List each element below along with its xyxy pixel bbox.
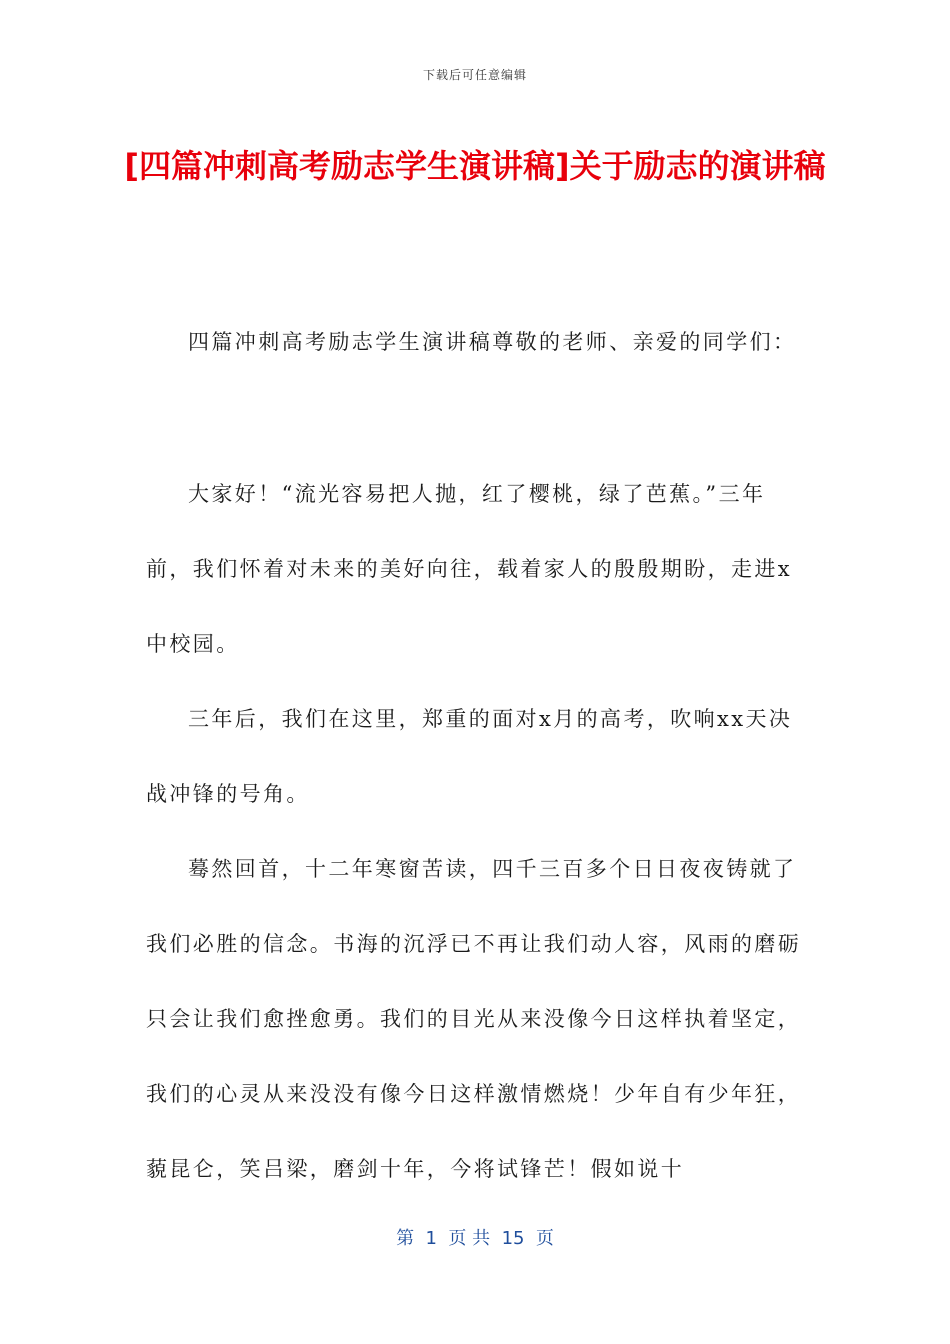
page-footer: 第 1 页 共 15 页: [396, 1228, 554, 1249]
greeting-block: [146, 305, 806, 380]
greeting-paragraph: 四篇冲刺高考励志学生演讲稿尊敬的老师、亲爱的同学们：: [188, 330, 797, 354]
body-block: [146, 457, 806, 1207]
paragraph-2: 三年后，我们在这里，郑重的面对x月的高考，吹响xx天决战冲锋的号角。: [146, 707, 793, 806]
paragraph-1: 大家好！“流光容易把人抛，红了樱桃，绿了芭蕉。”三年前，我们怀着对未来的美好向往，载着家人的殷殷期盼，走进x中校园。: [146, 482, 793, 656]
document-title: [四篇冲刺高考励志学生演讲稿]关于励志的演讲稿: [124, 147, 826, 185]
paragraph-3: 蓦然回首，十二年寒窗苦读，四千三百多个日日夜夜铸就了我们必胜的信念。书海的沉浮已不再让我们动人容，风雨的磨砺只会让我们愈挫愈勇。我们的目光从来没像今日这样执着坚定，我们的心灵从来没没有像今日这样激情燃烧！少年自有少年狂，藐昆仑，笑吕梁，磨剑十年，今将试锋芒！假如说十: [146, 857, 802, 1181]
header-note: 下载后可任意编辑: [422, 68, 527, 82]
